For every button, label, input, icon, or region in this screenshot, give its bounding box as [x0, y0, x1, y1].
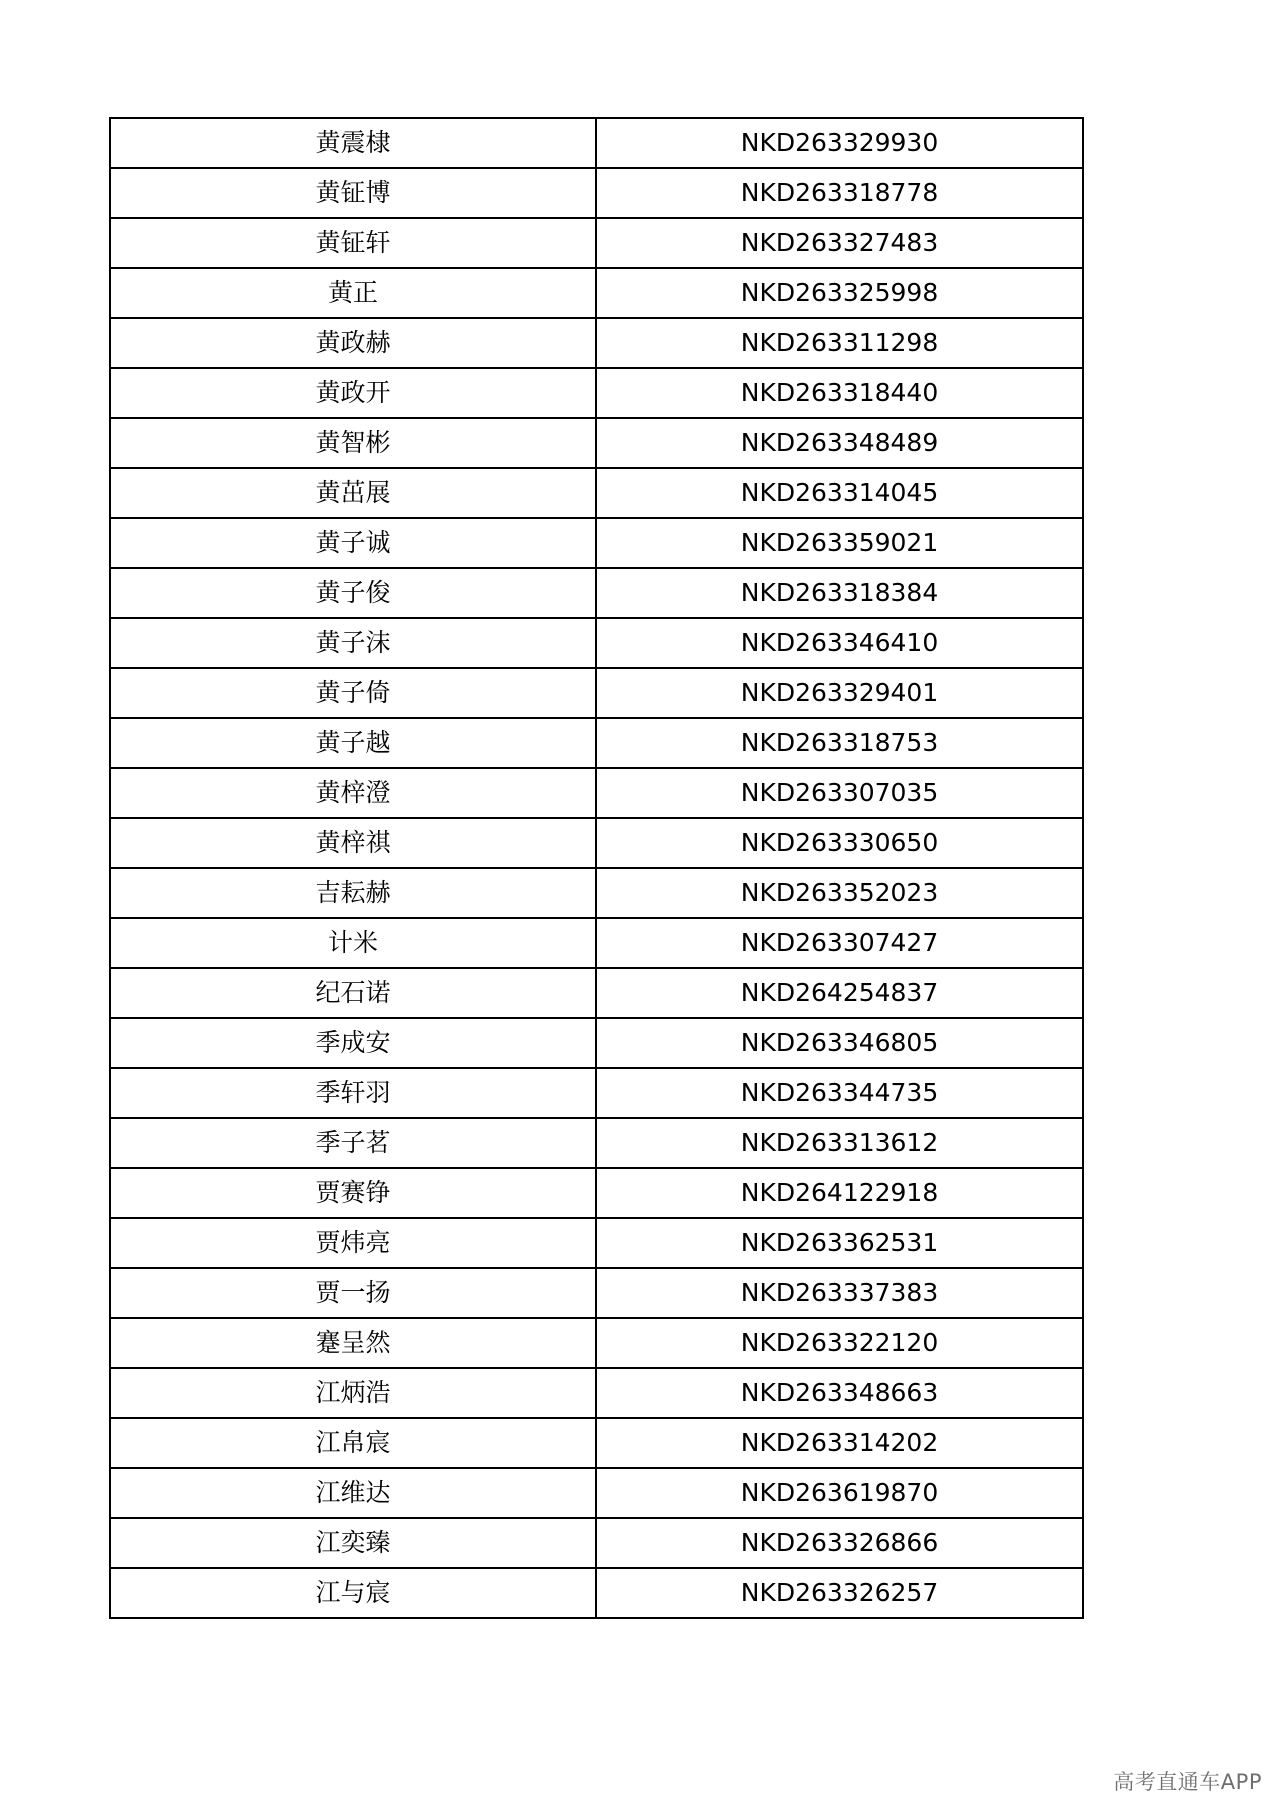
student-id-cell: NKD263330650 — [596, 818, 1083, 868]
table-row — [110, 318, 1083, 368]
student-id-cell: NKD263313612 — [596, 1118, 1083, 1168]
student-id-cell: NKD263337383 — [596, 1268, 1083, 1318]
table-row — [110, 1168, 1083, 1218]
roster-table — [109, 117, 1084, 1619]
table-row — [110, 1468, 1083, 1518]
table-row — [110, 418, 1083, 468]
table-row — [110, 718, 1083, 768]
student-name-cell: 江维达 — [110, 1468, 596, 1518]
table-row — [110, 668, 1083, 718]
student-id-cell: NKD263311298 — [596, 318, 1083, 368]
student-id-cell: NKD264254837 — [596, 968, 1083, 1018]
student-id-cell: NKD263326866 — [596, 1518, 1083, 1568]
student-name-cell: 江与宸 — [110, 1568, 596, 1618]
student-id-cell: NKD263344735 — [596, 1068, 1083, 1118]
student-id-cell: NKD263619870 — [596, 1468, 1083, 1518]
student-id-cell: NKD263348663 — [596, 1368, 1083, 1418]
student-name-cell: 计米 — [110, 918, 596, 968]
student-id-cell: NKD263318384 — [596, 568, 1083, 618]
table-row — [110, 968, 1083, 1018]
student-name-cell: 蹇呈然 — [110, 1318, 596, 1368]
student-name-cell: 贾赛铮 — [110, 1168, 596, 1218]
student-name-cell: 吉耘赫 — [110, 868, 596, 918]
student-name-cell: 贾炜亮 — [110, 1218, 596, 1268]
student-name-cell: 黄子俊 — [110, 568, 596, 618]
student-id-cell: NKD263314045 — [596, 468, 1083, 518]
table-row — [110, 468, 1083, 518]
student-id-cell: NKD263314202 — [596, 1418, 1083, 1468]
student-id-cell: NKD264122918 — [596, 1168, 1083, 1218]
student-id-cell: NKD263318778 — [596, 168, 1083, 218]
table-row — [110, 818, 1083, 868]
table-row — [110, 1418, 1083, 1468]
table-row — [110, 568, 1083, 618]
student-id-cell: NKD263329401 — [596, 668, 1083, 718]
student-name-cell: 季成安 — [110, 1018, 596, 1068]
table-row — [110, 1568, 1083, 1618]
table-row — [110, 168, 1083, 218]
table-row — [110, 368, 1083, 418]
table-row — [110, 1118, 1083, 1168]
student-name-cell: 黄钲博 — [110, 168, 596, 218]
student-name-cell: 黄正 — [110, 268, 596, 318]
student-id-cell: NKD263359021 — [596, 518, 1083, 568]
student-name-cell: 黄政赫 — [110, 318, 596, 368]
table-row — [110, 768, 1083, 818]
student-name-cell: 黄子倚 — [110, 668, 596, 718]
table-row — [110, 118, 1083, 168]
student-id-cell: NKD263326257 — [596, 1568, 1083, 1618]
student-name-cell: 黄子诚 — [110, 518, 596, 568]
watermark-text: 高考直通车APP — [1113, 1770, 1262, 1794]
table-row — [110, 1018, 1083, 1068]
table-row — [110, 868, 1083, 918]
student-name-cell: 黄子沫 — [110, 618, 596, 668]
student-id-cell: NKD263322120 — [596, 1318, 1083, 1368]
student-name-cell: 纪石诺 — [110, 968, 596, 1018]
student-id-cell: NKD263346410 — [596, 618, 1083, 668]
student-name-cell: 黄梓祺 — [110, 818, 596, 868]
student-id-cell: NKD263307035 — [596, 768, 1083, 818]
roster-table-body — [110, 118, 1083, 1618]
student-id-cell: NKD263346805 — [596, 1018, 1083, 1068]
student-name-cell: 黄震棣 — [110, 118, 596, 168]
student-name-cell: 黄梓澄 — [110, 768, 596, 818]
roster-table-container — [109, 117, 1082, 1619]
table-row — [110, 1218, 1083, 1268]
table-row — [110, 1318, 1083, 1368]
student-id-cell: NKD263327483 — [596, 218, 1083, 268]
student-name-cell: 黄茁展 — [110, 468, 596, 518]
table-row — [110, 918, 1083, 968]
table-row — [110, 1268, 1083, 1318]
student-name-cell: 黄钲轩 — [110, 218, 596, 268]
student-name-cell: 江帛宸 — [110, 1418, 596, 1468]
student-id-cell: NKD263362531 — [596, 1218, 1083, 1268]
table-row — [110, 518, 1083, 568]
table-row — [110, 1368, 1083, 1418]
table-row — [110, 1068, 1083, 1118]
student-name-cell: 季子茗 — [110, 1118, 596, 1168]
student-name-cell: 黄子越 — [110, 718, 596, 768]
student-id-cell: NKD263318440 — [596, 368, 1083, 418]
student-name-cell: 江奕臻 — [110, 1518, 596, 1568]
student-name-cell: 贾一扬 — [110, 1268, 596, 1318]
student-name-cell: 江炳浩 — [110, 1368, 596, 1418]
student-id-cell: NKD263307427 — [596, 918, 1083, 968]
student-name-cell: 黄智彬 — [110, 418, 596, 468]
student-id-cell: NKD263318753 — [596, 718, 1083, 768]
table-row — [110, 268, 1083, 318]
table-row — [110, 218, 1083, 268]
student-name-cell: 季轩羽 — [110, 1068, 596, 1118]
student-name-cell: 黄政开 — [110, 368, 596, 418]
student-id-cell: NKD263352023 — [596, 868, 1083, 918]
student-id-cell: NKD263329930 — [596, 118, 1083, 168]
table-row — [110, 618, 1083, 668]
student-id-cell: NKD263325998 — [596, 268, 1083, 318]
student-id-cell: NKD263348489 — [596, 418, 1083, 468]
table-row — [110, 1518, 1083, 1568]
